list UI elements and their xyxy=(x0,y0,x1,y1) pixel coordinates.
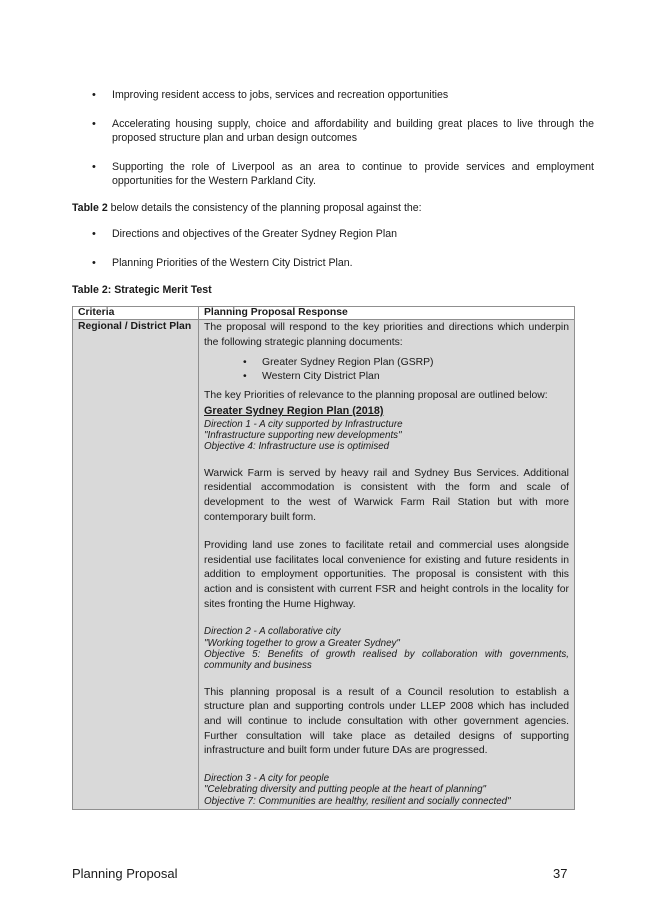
list-item: • Directions and objectives of the Greater Sydney Region Plan xyxy=(92,227,594,241)
direction-quote: "Celebrating diversity and putting people at the heart of planning" xyxy=(204,784,487,796)
table-intro-text: below details the consistency of the planning proposal against the: xyxy=(107,202,422,214)
response-cell xyxy=(199,320,575,810)
direction-2-block xyxy=(204,626,569,672)
direction-1-block xyxy=(204,419,569,453)
plan-bullet-list xyxy=(92,227,594,270)
direction-objective: Objective 7: Communities are healthy, resilient and socially connected" xyxy=(204,795,511,807)
criteria-cell: Regional / District Plan xyxy=(73,320,199,810)
table-reference: Table 2 xyxy=(72,202,108,214)
table-intro-paragraph xyxy=(72,201,422,215)
table-header-row xyxy=(73,307,575,320)
list-item: • Supporting the role of Liverpool as an area to continue to provide services and employment opportunities for the Western Parkland City. xyxy=(92,160,594,188)
list-item: • Accelerating housing supply, choice and affordability and building great places to live through the proposed structure plan and urban design outcomes xyxy=(92,117,594,145)
priorities-paragraph: The key Priorities of relevance to the planning proposal are outlined below: xyxy=(204,390,548,402)
direction-3-block xyxy=(204,773,569,807)
table-caption: Table 2: Strategic Merit Test xyxy=(72,284,212,296)
list-item: • Improving resident access to jobs, services and recreation opportunities xyxy=(92,88,594,102)
direction-objective: Objective 5: Benefits of growth realised by collaboration with governments, community and business xyxy=(204,648,569,672)
direction-quote: "Working together to grow a Greater Sydney" xyxy=(204,637,400,649)
direction-title: Direction 1 - A city supported by Infrastructure xyxy=(204,418,403,430)
page-number: 37 xyxy=(553,866,568,881)
table-row xyxy=(73,320,575,810)
footer-title: Planning Proposal xyxy=(72,866,178,881)
list-item: • Greater Sydney Region Plan (GSRP) xyxy=(204,356,569,370)
intro-paragraph: The proposal will respond to the key priorities and directions which underpin the following strategic planning documents: xyxy=(204,322,569,348)
direction-quote: "Infrastructure supporting new developments" xyxy=(204,429,402,441)
direction-title: Direction 3 - A city for people xyxy=(204,772,330,784)
strategic-merit-table xyxy=(72,306,575,810)
list-item: • Planning Priorities of the Western City District Plan. xyxy=(92,256,594,270)
direction-objective: Objective 4: Infrastructure use is optimised xyxy=(204,441,390,453)
column-header-criteria: Criteria xyxy=(73,307,199,320)
council-paragraph: This planning proposal is a result of a Council resolution to establish a structure plan and supporting controls under LLEP 2008 which has included and will continue to include consultation with other government agencies. Further consultation will take place as detailed designs of supporting infrastructure and built form under future DAs are progressed. xyxy=(204,686,569,757)
column-header-response: Planning Proposal Response xyxy=(199,307,575,320)
land-use-paragraph: Providing land use zones to facilitate retail and commercial uses alongside residential use facilitates local convenience for existing and future residents in addition to employment opportunities. The proposal is consistent with this action and is consistent with current FSR and height controls in the locality for sites fronting the Hume Highway. xyxy=(204,540,569,610)
intro-bullet-list xyxy=(92,88,594,188)
list-item: • Western City District Plan xyxy=(204,370,569,384)
direction-title: Direction 2 - A collaborative city xyxy=(204,626,341,638)
warwick-paragraph: Warwick Farm is served by heavy rail and Sydney Bus Services. Additional residential accommodation is consistent with the form and scale of development to the west of Warwick Farm Rail Station but with more contemporary built form. xyxy=(204,467,569,523)
section-heading: Greater Sydney Region Plan (2018) xyxy=(204,404,384,417)
documents-list xyxy=(204,356,569,383)
